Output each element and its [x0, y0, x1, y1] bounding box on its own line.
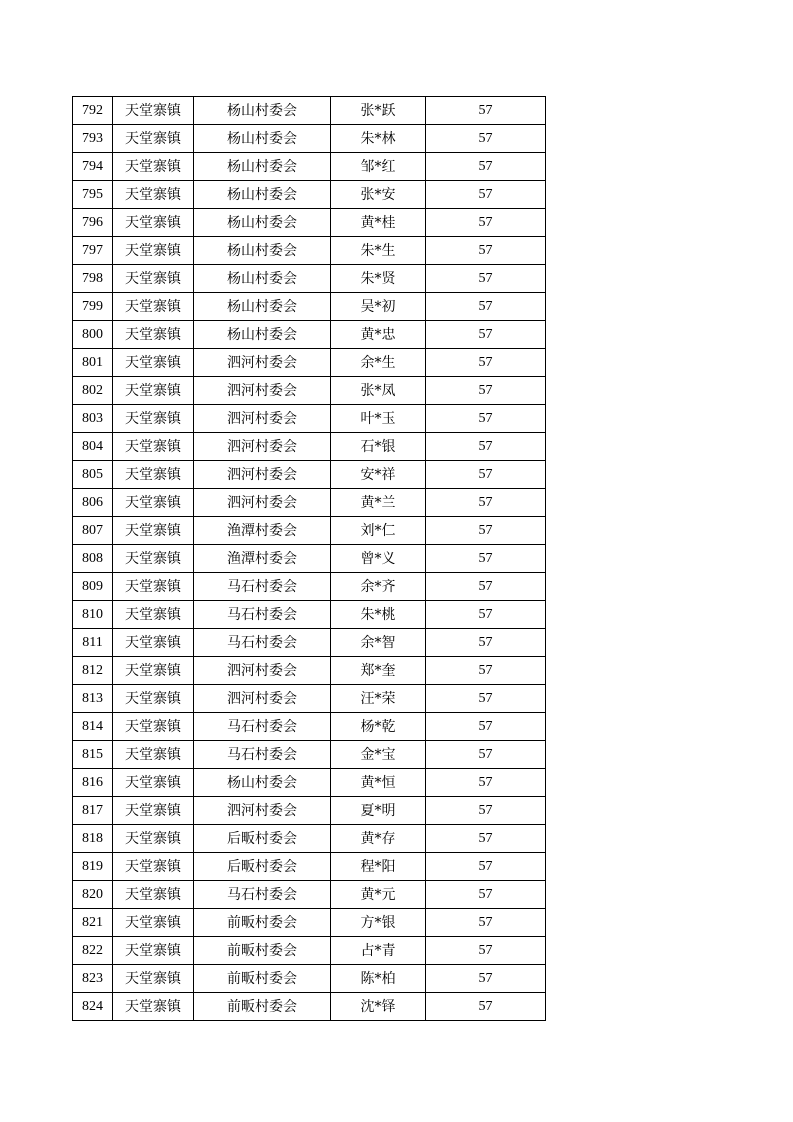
- person-name-cell: 黄*兰: [331, 489, 426, 517]
- town-cell: 天堂寨镇: [113, 629, 194, 657]
- town-cell: 天堂寨镇: [113, 489, 194, 517]
- amount-cell: 57: [426, 461, 546, 489]
- row-number-cell: 804: [73, 433, 113, 461]
- table-row: [73, 125, 546, 153]
- town-cell: 天堂寨镇: [113, 825, 194, 853]
- amount-cell: 57: [426, 573, 546, 601]
- village-cell: 前畈村委会: [194, 909, 331, 937]
- amount-cell: 57: [426, 433, 546, 461]
- table-row: [73, 601, 546, 629]
- table-row: [73, 685, 546, 713]
- person-name-cell: 黄*桂: [331, 209, 426, 237]
- table-row: [73, 461, 546, 489]
- village-cell: 杨山村委会: [194, 769, 331, 797]
- town-cell: 天堂寨镇: [113, 461, 194, 489]
- village-cell: 前畈村委会: [194, 965, 331, 993]
- village-cell: 渔潭村委会: [194, 517, 331, 545]
- village-cell: 泗河村委会: [194, 349, 331, 377]
- amount-cell: 57: [426, 377, 546, 405]
- person-name-cell: 程*阳: [331, 853, 426, 881]
- village-cell: 杨山村委会: [194, 209, 331, 237]
- table-row: [73, 965, 546, 993]
- amount-cell: 57: [426, 181, 546, 209]
- village-cell: 马石村委会: [194, 601, 331, 629]
- row-number-cell: 816: [73, 769, 113, 797]
- row-number-cell: 815: [73, 741, 113, 769]
- row-number-cell: 813: [73, 685, 113, 713]
- village-cell: 杨山村委会: [194, 293, 331, 321]
- village-cell: 后畈村委会: [194, 825, 331, 853]
- amount-cell: 57: [426, 125, 546, 153]
- person-name-cell: 占*青: [331, 937, 426, 965]
- town-cell: 天堂寨镇: [113, 209, 194, 237]
- person-name-cell: 刘*仁: [331, 517, 426, 545]
- amount-cell: 57: [426, 489, 546, 517]
- person-name-cell: 朱*桃: [331, 601, 426, 629]
- roster-table: [72, 96, 546, 1021]
- row-number-cell: 820: [73, 881, 113, 909]
- amount-cell: 57: [426, 517, 546, 545]
- row-number-cell: 818: [73, 825, 113, 853]
- row-number-cell: 811: [73, 629, 113, 657]
- village-cell: 杨山村委会: [194, 265, 331, 293]
- village-cell: 马石村委会: [194, 713, 331, 741]
- town-cell: 天堂寨镇: [113, 601, 194, 629]
- town-cell: 天堂寨镇: [113, 545, 194, 573]
- amount-cell: 57: [426, 349, 546, 377]
- roster-table-body: [73, 97, 546, 1021]
- row-number-cell: 806: [73, 489, 113, 517]
- town-cell: 天堂寨镇: [113, 657, 194, 685]
- table-row: [73, 377, 546, 405]
- amount-cell: 57: [426, 685, 546, 713]
- town-cell: 天堂寨镇: [113, 573, 194, 601]
- table-row: [73, 349, 546, 377]
- amount-cell: 57: [426, 97, 546, 125]
- village-cell: 马石村委会: [194, 881, 331, 909]
- town-cell: 天堂寨镇: [113, 713, 194, 741]
- amount-cell: 57: [426, 237, 546, 265]
- amount-cell: 57: [426, 769, 546, 797]
- town-cell: 天堂寨镇: [113, 685, 194, 713]
- amount-cell: 57: [426, 713, 546, 741]
- village-cell: 杨山村委会: [194, 237, 331, 265]
- village-cell: 前畈村委会: [194, 937, 331, 965]
- person-name-cell: 张*凤: [331, 377, 426, 405]
- row-number-cell: 803: [73, 405, 113, 433]
- town-cell: 天堂寨镇: [113, 741, 194, 769]
- town-cell: 天堂寨镇: [113, 125, 194, 153]
- person-name-cell: 郑*奎: [331, 657, 426, 685]
- row-number-cell: 796: [73, 209, 113, 237]
- amount-cell: 57: [426, 741, 546, 769]
- row-number-cell: 819: [73, 853, 113, 881]
- person-name-cell: 吴*初: [331, 293, 426, 321]
- row-number-cell: 797: [73, 237, 113, 265]
- person-name-cell: 杨*乾: [331, 713, 426, 741]
- town-cell: 天堂寨镇: [113, 181, 194, 209]
- amount-cell: 57: [426, 965, 546, 993]
- table-row: [73, 769, 546, 797]
- row-number-cell: 814: [73, 713, 113, 741]
- person-name-cell: 余*智: [331, 629, 426, 657]
- table-row: [73, 629, 546, 657]
- row-number-cell: 823: [73, 965, 113, 993]
- town-cell: 天堂寨镇: [113, 433, 194, 461]
- village-cell: 杨山村委会: [194, 181, 331, 209]
- town-cell: 天堂寨镇: [113, 97, 194, 125]
- table-row: [73, 489, 546, 517]
- amount-cell: 57: [426, 993, 546, 1021]
- table-row: [73, 293, 546, 321]
- row-number-cell: 822: [73, 937, 113, 965]
- table-row: [73, 881, 546, 909]
- village-cell: 杨山村委会: [194, 97, 331, 125]
- table-row: [73, 741, 546, 769]
- row-number-cell: 792: [73, 97, 113, 125]
- person-name-cell: 叶*玉: [331, 405, 426, 433]
- village-cell: 马石村委会: [194, 573, 331, 601]
- village-cell: 泗河村委会: [194, 489, 331, 517]
- person-name-cell: 石*银: [331, 433, 426, 461]
- row-number-cell: 795: [73, 181, 113, 209]
- person-name-cell: 汪*荣: [331, 685, 426, 713]
- person-name-cell: 朱*贤: [331, 265, 426, 293]
- table-row: [73, 153, 546, 181]
- town-cell: 天堂寨镇: [113, 405, 194, 433]
- table-row: [73, 713, 546, 741]
- row-number-cell: 802: [73, 377, 113, 405]
- amount-cell: 57: [426, 545, 546, 573]
- town-cell: 天堂寨镇: [113, 881, 194, 909]
- row-number-cell: 799: [73, 293, 113, 321]
- row-number-cell: 807: [73, 517, 113, 545]
- table-row: [73, 853, 546, 881]
- row-number-cell: 810: [73, 601, 113, 629]
- village-cell: 杨山村委会: [194, 125, 331, 153]
- town-cell: 天堂寨镇: [113, 349, 194, 377]
- village-cell: 泗河村委会: [194, 797, 331, 825]
- row-number-cell: 793: [73, 125, 113, 153]
- town-cell: 天堂寨镇: [113, 377, 194, 405]
- table-row: [73, 937, 546, 965]
- village-cell: 后畈村委会: [194, 853, 331, 881]
- person-name-cell: 安*祥: [331, 461, 426, 489]
- town-cell: 天堂寨镇: [113, 517, 194, 545]
- person-name-cell: 夏*明: [331, 797, 426, 825]
- town-cell: 天堂寨镇: [113, 265, 194, 293]
- table-row: [73, 433, 546, 461]
- amount-cell: 57: [426, 265, 546, 293]
- amount-cell: 57: [426, 657, 546, 685]
- table-row: [73, 545, 546, 573]
- table-row: [73, 405, 546, 433]
- amount-cell: 57: [426, 629, 546, 657]
- row-number-cell: 800: [73, 321, 113, 349]
- village-cell: 马石村委会: [194, 629, 331, 657]
- village-cell: 泗河村委会: [194, 461, 331, 489]
- person-name-cell: 张*跃: [331, 97, 426, 125]
- amount-cell: 57: [426, 405, 546, 433]
- amount-cell: 57: [426, 825, 546, 853]
- amount-cell: 57: [426, 909, 546, 937]
- person-name-cell: 朱*林: [331, 125, 426, 153]
- row-number-cell: 817: [73, 797, 113, 825]
- amount-cell: 57: [426, 153, 546, 181]
- row-number-cell: 805: [73, 461, 113, 489]
- village-cell: 马石村委会: [194, 741, 331, 769]
- town-cell: 天堂寨镇: [113, 909, 194, 937]
- row-number-cell: 801: [73, 349, 113, 377]
- town-cell: 天堂寨镇: [113, 237, 194, 265]
- table-row: [73, 657, 546, 685]
- amount-cell: 57: [426, 937, 546, 965]
- town-cell: 天堂寨镇: [113, 321, 194, 349]
- table-row: [73, 97, 546, 125]
- town-cell: 天堂寨镇: [113, 797, 194, 825]
- table-row: [73, 321, 546, 349]
- village-cell: 泗河村委会: [194, 685, 331, 713]
- amount-cell: 57: [426, 881, 546, 909]
- table-row: [73, 797, 546, 825]
- person-name-cell: 金*宝: [331, 741, 426, 769]
- amount-cell: 57: [426, 293, 546, 321]
- table-row: [73, 993, 546, 1021]
- amount-cell: 57: [426, 209, 546, 237]
- person-name-cell: 朱*生: [331, 237, 426, 265]
- town-cell: 天堂寨镇: [113, 293, 194, 321]
- person-name-cell: 张*安: [331, 181, 426, 209]
- amount-cell: 57: [426, 853, 546, 881]
- table-row: [73, 909, 546, 937]
- table-row: [73, 181, 546, 209]
- amount-cell: 57: [426, 601, 546, 629]
- village-cell: 渔潭村委会: [194, 545, 331, 573]
- person-name-cell: 邹*红: [331, 153, 426, 181]
- person-name-cell: 方*银: [331, 909, 426, 937]
- row-number-cell: 812: [73, 657, 113, 685]
- village-cell: 泗河村委会: [194, 377, 331, 405]
- village-cell: 泗河村委会: [194, 405, 331, 433]
- table-row: [73, 573, 546, 601]
- table-row: [73, 237, 546, 265]
- town-cell: 天堂寨镇: [113, 853, 194, 881]
- row-number-cell: 809: [73, 573, 113, 601]
- town-cell: 天堂寨镇: [113, 153, 194, 181]
- table-row: [73, 265, 546, 293]
- amount-cell: 57: [426, 321, 546, 349]
- village-cell: 泗河村委会: [194, 657, 331, 685]
- row-number-cell: 798: [73, 265, 113, 293]
- town-cell: 天堂寨镇: [113, 769, 194, 797]
- town-cell: 天堂寨镇: [113, 937, 194, 965]
- town-cell: 天堂寨镇: [113, 993, 194, 1021]
- person-name-cell: 黄*忠: [331, 321, 426, 349]
- village-cell: 杨山村委会: [194, 321, 331, 349]
- row-number-cell: 824: [73, 993, 113, 1021]
- row-number-cell: 821: [73, 909, 113, 937]
- person-name-cell: 陈*柏: [331, 965, 426, 993]
- person-name-cell: 余*齐: [331, 573, 426, 601]
- person-name-cell: 沈*铎: [331, 993, 426, 1021]
- person-name-cell: 曾*义: [331, 545, 426, 573]
- table-row: [73, 825, 546, 853]
- village-cell: 泗河村委会: [194, 433, 331, 461]
- row-number-cell: 808: [73, 545, 113, 573]
- town-cell: 天堂寨镇: [113, 965, 194, 993]
- table-row: [73, 517, 546, 545]
- village-cell: 前畈村委会: [194, 993, 331, 1021]
- person-name-cell: 黄*元: [331, 881, 426, 909]
- row-number-cell: 794: [73, 153, 113, 181]
- village-cell: 杨山村委会: [194, 153, 331, 181]
- table-row: [73, 209, 546, 237]
- person-name-cell: 黄*恒: [331, 769, 426, 797]
- person-name-cell: 余*生: [331, 349, 426, 377]
- person-name-cell: 黄*存: [331, 825, 426, 853]
- amount-cell: 57: [426, 797, 546, 825]
